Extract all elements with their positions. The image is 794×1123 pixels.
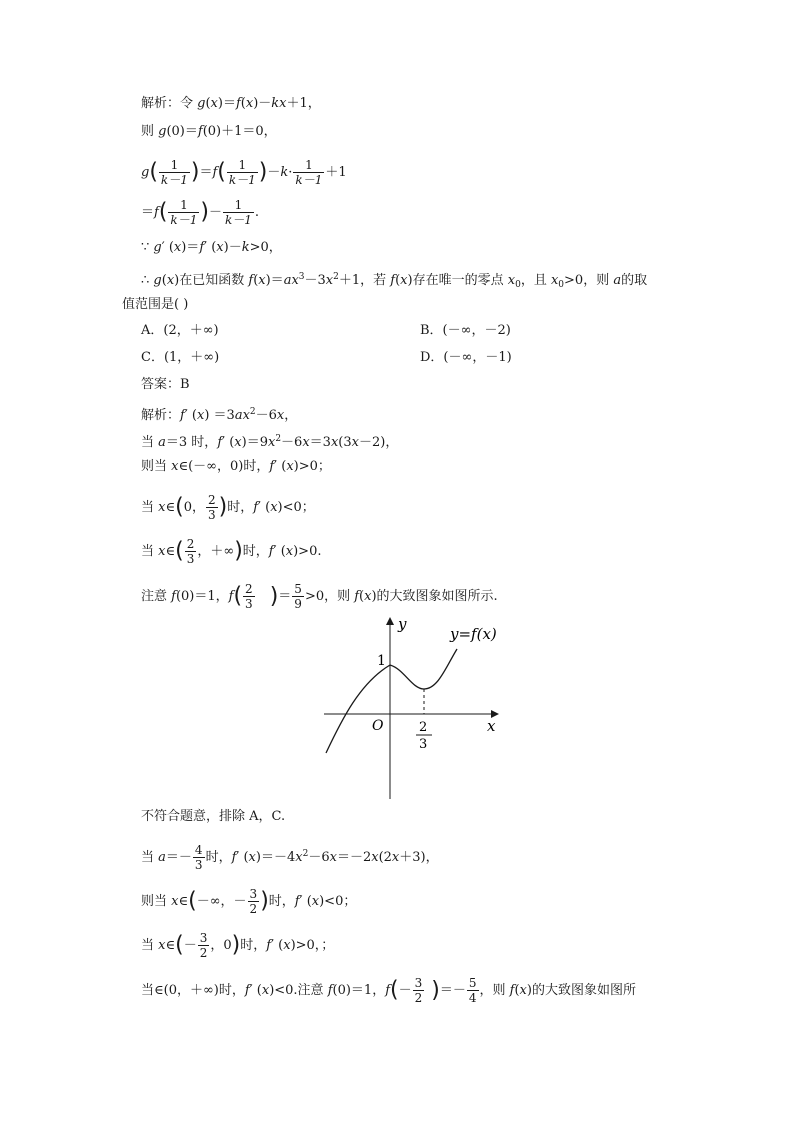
text: － (267, 165, 281, 180)
fraction (227, 158, 258, 187)
text: ，＋∞ (197, 544, 235, 559)
text: － (398, 983, 412, 998)
math-var: x (158, 938, 166, 953)
math-var: x (248, 850, 256, 865)
math-var: x (286, 459, 294, 474)
option-a: A．(2，＋∞) (141, 323, 219, 338)
math-var: k (241, 240, 250, 255)
y-intercept-label: 1 (377, 653, 386, 669)
math-var: f (385, 983, 391, 998)
text: · (288, 165, 293, 180)
math-var: x (261, 983, 270, 998)
subscript: 0 (515, 280, 521, 290)
text: (3 (338, 435, 352, 450)
text: 时， (242, 544, 269, 559)
math-var: ax (283, 273, 299, 288)
text: 则当 (141, 894, 172, 909)
denominator: 2 (199, 946, 208, 960)
function-label: y=f(x) (450, 625, 497, 643)
text: －6 (255, 408, 277, 423)
math-var: x (325, 273, 334, 288)
text: )＝ (265, 273, 284, 288)
math-var: kx (271, 96, 287, 111)
math-var: a (158, 850, 166, 865)
math-var: f (509, 983, 515, 998)
numerator: 1 (168, 198, 199, 213)
text: ＝－ (165, 850, 192, 865)
right-bracket: ) (234, 538, 243, 564)
fraction (159, 158, 190, 187)
text: 当 (141, 500, 159, 515)
text: ( (205, 96, 211, 111)
text: ( (240, 96, 246, 111)
math-var: x (302, 435, 310, 450)
text: ，则 (479, 983, 510, 998)
text: 注意 (141, 589, 172, 604)
text: ＝3 时， (165, 435, 218, 450)
left-bracket: ( (175, 494, 184, 520)
text: ＝ (199, 165, 213, 180)
math-var: x (295, 850, 303, 865)
text: ＋1， (286, 96, 321, 111)
analysis-line-10 (141, 931, 334, 960)
math-var: x (258, 273, 266, 288)
text: ′ ( (274, 459, 287, 474)
numerator: 3 (249, 887, 258, 901)
text: )<0； (319, 894, 357, 909)
right-bracket: ) (269, 583, 279, 609)
numerator: 1 (223, 198, 254, 213)
text: ∈ (178, 894, 189, 909)
fraction (206, 493, 218, 522)
math-var: f (354, 589, 360, 604)
left-bracket: ( (149, 159, 158, 185)
fraction (185, 537, 197, 566)
math-var: x (285, 544, 294, 559)
subscript: 0 (558, 280, 565, 290)
text: 当 (141, 850, 159, 865)
text: ＝3 (309, 435, 331, 450)
left-bracket: ( (390, 977, 399, 1003)
text: ′ ( (249, 983, 262, 998)
text: )＝－4 (255, 850, 296, 865)
math-var: x (245, 96, 254, 111)
text: (2 (378, 850, 392, 865)
text: )>0，； (290, 938, 335, 953)
numerator: 1 (293, 158, 324, 173)
fraction (243, 582, 255, 611)
solution-line-5 (141, 238, 282, 258)
math-var: f (269, 459, 275, 474)
x-axis-label: x (487, 717, 496, 735)
left-bracket: ( (175, 932, 184, 958)
math-var: f (154, 205, 159, 220)
math-var: x (267, 435, 276, 450)
analysis-line-7: 不符合题意，排除 A，C. (141, 809, 286, 824)
text: ′ ( (258, 500, 271, 515)
math-var: x (173, 240, 182, 255)
fraction (292, 582, 304, 611)
text: )＝9 (241, 435, 268, 450)
text: －6 (281, 435, 303, 450)
numerator: 2 (207, 493, 216, 507)
denominator: 3 (245, 597, 253, 611)
numerator: 3 (199, 931, 208, 945)
math-var: x (234, 435, 242, 450)
analysis-line-11 (141, 976, 636, 1005)
math-var: a (158, 435, 166, 450)
analysis-line-9 (141, 887, 356, 916)
numerator: 1 (227, 158, 258, 173)
numerator: 2 (245, 582, 253, 596)
text: ′ ( (204, 240, 217, 255)
denominator: 2 (249, 902, 258, 916)
math-var: ax (234, 408, 250, 423)
analysis-line-8 (141, 843, 439, 872)
text: ＋1，若 (338, 273, 391, 288)
analysis-line-2 (141, 429, 398, 453)
text: )<0； (277, 500, 315, 515)
math-var: f (180, 408, 185, 423)
denominator: k－1 (170, 213, 198, 227)
math-var: x (364, 589, 372, 604)
text: ) ＝3 (204, 408, 235, 423)
text: ∈(－∞，0)时， (178, 459, 270, 474)
math-var: f (217, 435, 223, 450)
denominator: 9 (294, 597, 302, 611)
text: －2)， (358, 435, 399, 450)
math-var: x (371, 850, 379, 865)
fraction (467, 976, 479, 1005)
left-bracket: ( (217, 159, 226, 185)
math-var: k (280, 165, 289, 180)
text: >0，则 (564, 273, 614, 288)
text: ( (161, 273, 167, 288)
solution-line-2 (141, 122, 277, 142)
exponent: 2 (333, 272, 339, 282)
math-var: x (171, 459, 179, 474)
text: )的大致图象如图所 (526, 983, 636, 998)
text: >0，则 (304, 589, 355, 604)
denominator: 2 (414, 991, 423, 1005)
math-var: x (276, 408, 285, 423)
denominator: 3 (207, 508, 216, 522)
text: ′ ( (236, 850, 249, 865)
math-var: f (253, 500, 259, 515)
text: ( (395, 273, 401, 288)
math-var: x (550, 273, 559, 288)
text: 时， (268, 894, 295, 909)
analysis-line-6 (141, 582, 498, 611)
math-var: x (311, 894, 320, 909)
denominator: 3 (186, 552, 195, 566)
text: ′ ( (299, 894, 312, 909)
text: ，且 (520, 273, 551, 288)
numerator: 1 (159, 158, 190, 173)
tick-numerator: 2 (419, 720, 428, 735)
text: 时， (205, 850, 232, 865)
math-var: f (244, 983, 250, 998)
math-var: f (294, 894, 300, 909)
right-bracket: ) (190, 159, 200, 185)
text: )在已知函数 (174, 273, 249, 288)
math-var: x (270, 500, 278, 515)
math-var: x (391, 850, 400, 865)
solution-line-3 (141, 158, 347, 187)
left-bracket: ( (233, 583, 243, 609)
text: )>0. (293, 544, 322, 559)
fraction (413, 976, 425, 1005)
text: ＋3)， (399, 850, 439, 865)
text: ( (359, 589, 365, 604)
question-line-2: 值范围是( ) (122, 297, 189, 312)
left-bracket: ( (175, 538, 184, 564)
math-var: f (197, 124, 203, 139)
math-var: f (228, 589, 234, 604)
option-c: C．(1，＋∞) (141, 350, 220, 365)
numerator: 3 (414, 976, 423, 990)
fraction (248, 887, 260, 916)
math-var: x (519, 983, 527, 998)
option-b: B．(－∞，－2) (420, 323, 511, 338)
exponent: 2 (302, 849, 309, 859)
text: ′ ( (271, 938, 284, 953)
text: ＝－2 (336, 850, 372, 865)
text: ，0 (210, 938, 232, 953)
origin-label: O (372, 718, 384, 734)
text: 解析：令 (141, 96, 198, 111)
text: . (254, 205, 260, 220)
math-var: g (141, 165, 150, 180)
analysis-line-1 (141, 402, 297, 426)
text: 则 (141, 124, 159, 139)
numerator: 2 (186, 537, 195, 551)
option-d: D．(－∞，－1) (420, 350, 512, 365)
text: )－ (253, 96, 272, 111)
text: (0)＝ (166, 124, 198, 139)
denominator: 4 (468, 991, 477, 1005)
text: (0)＝1， (175, 589, 229, 604)
exponent: 2 (249, 407, 256, 417)
text: ∈ (165, 500, 176, 515)
analysis-line-5 (141, 537, 321, 566)
text: 的取 (621, 273, 648, 288)
text: 解析： (141, 408, 181, 423)
text: 当∈(0，＋∞)时， (141, 983, 245, 998)
math-var: f (171, 589, 176, 604)
math-var: x (210, 96, 218, 111)
text: >0， (249, 240, 282, 255)
text: ＝ (278, 589, 292, 604)
numerator: 4 (194, 843, 203, 857)
text: )<0.注意 (269, 983, 328, 998)
analysis-line-3 (141, 457, 331, 477)
fraction (168, 198, 199, 227)
math-var: f (235, 96, 241, 111)
math-var: x (329, 850, 337, 865)
math-var: x (166, 273, 175, 288)
function-graph-figure (320, 615, 500, 801)
denominator: k－1 (295, 173, 323, 187)
exponent: 3 (298, 272, 305, 282)
math-var: f (212, 165, 218, 180)
text: ( (253, 273, 259, 288)
math-var: x (400, 273, 408, 288)
math-var: x (196, 408, 205, 423)
exponent: 2 (275, 434, 282, 444)
text: (0)＝1， (332, 983, 386, 998)
function-curve (326, 649, 457, 753)
math-var: x (171, 894, 179, 909)
denominator: k－1 (224, 213, 252, 227)
text: 时， (227, 500, 254, 515)
right-bracket: ) (218, 494, 228, 520)
text: 则当 (141, 459, 172, 474)
math-var: g (197, 96, 206, 111)
math-var: x (351, 435, 359, 450)
denominator: k－1 (228, 173, 256, 187)
math-var: x (330, 435, 339, 450)
left-bracket: ( (188, 888, 197, 914)
analysis-line-4 (141, 493, 315, 522)
numerator: 5 (294, 582, 302, 596)
text: ′ ( (273, 544, 286, 559)
math-var: x (158, 500, 166, 515)
text: )存在唯一的零点 (407, 273, 508, 288)
right-bracket: ) (231, 932, 241, 958)
y-axis-label: y (398, 615, 407, 633)
math-var: x (216, 240, 224, 255)
right-bracket: ) (200, 199, 209, 225)
solution-line-4 (141, 198, 259, 227)
text: )>0； (293, 459, 331, 474)
text: ∈ (165, 544, 176, 559)
text: )＝ (181, 240, 200, 255)
question-line-1 (141, 267, 647, 295)
text: )＝ (217, 96, 236, 111)
math-var: g (158, 124, 167, 139)
text: )－ (223, 240, 242, 255)
text: ∵ (141, 240, 154, 255)
text: 0， (183, 500, 205, 515)
text: －3 (304, 273, 326, 288)
fraction (193, 843, 205, 872)
math-var: x (507, 273, 516, 288)
text: 当 (141, 435, 159, 450)
right-bracket: ) (258, 159, 268, 185)
denominator: 3 (194, 858, 203, 872)
numerator: 5 (468, 976, 477, 990)
right-bracket: ) (260, 888, 269, 914)
right-bracket: ) (431, 977, 440, 1003)
text: ∈ (165, 938, 176, 953)
text: ′ ( (222, 435, 235, 450)
math-var: f (327, 983, 333, 998)
denominator: k－1 (160, 173, 188, 187)
solution-line-1 (141, 94, 321, 114)
text: ′ ( (161, 240, 174, 255)
text: (0)＋1＝0， (202, 124, 277, 139)
text: 当 (141, 938, 159, 953)
text: ， (284, 408, 298, 423)
text: ＝ (141, 205, 155, 220)
text: ∴ (141, 273, 154, 288)
text: ( (514, 983, 520, 998)
math-var: f (231, 850, 237, 865)
text: )的大致图象如图所示. (371, 589, 498, 604)
text: ＝－ (439, 983, 466, 998)
text: ＋1 (325, 165, 347, 180)
text: 当 (141, 544, 159, 559)
math-var: f (268, 544, 274, 559)
text: －∞，－ (196, 894, 247, 909)
math-var: f (390, 273, 396, 288)
math-var: g (153, 273, 162, 288)
text: －6 (308, 850, 330, 865)
math-var: f (248, 273, 254, 288)
tick-denominator: 3 (419, 737, 428, 752)
math-var: f (199, 240, 205, 255)
math-var: g (153, 240, 162, 255)
fraction (198, 931, 210, 960)
answer-line: 答案：B (141, 377, 190, 392)
math-var: x (283, 938, 291, 953)
text: 时， (240, 938, 267, 953)
fraction (223, 198, 254, 227)
math-var: a (613, 273, 622, 288)
text: － (183, 938, 197, 953)
text: ′ ( (184, 408, 197, 423)
text: － (208, 205, 222, 220)
math-var: x (158, 544, 166, 559)
left-bracket: ( (158, 199, 168, 225)
fraction (293, 158, 324, 187)
math-var: f (266, 938, 272, 953)
